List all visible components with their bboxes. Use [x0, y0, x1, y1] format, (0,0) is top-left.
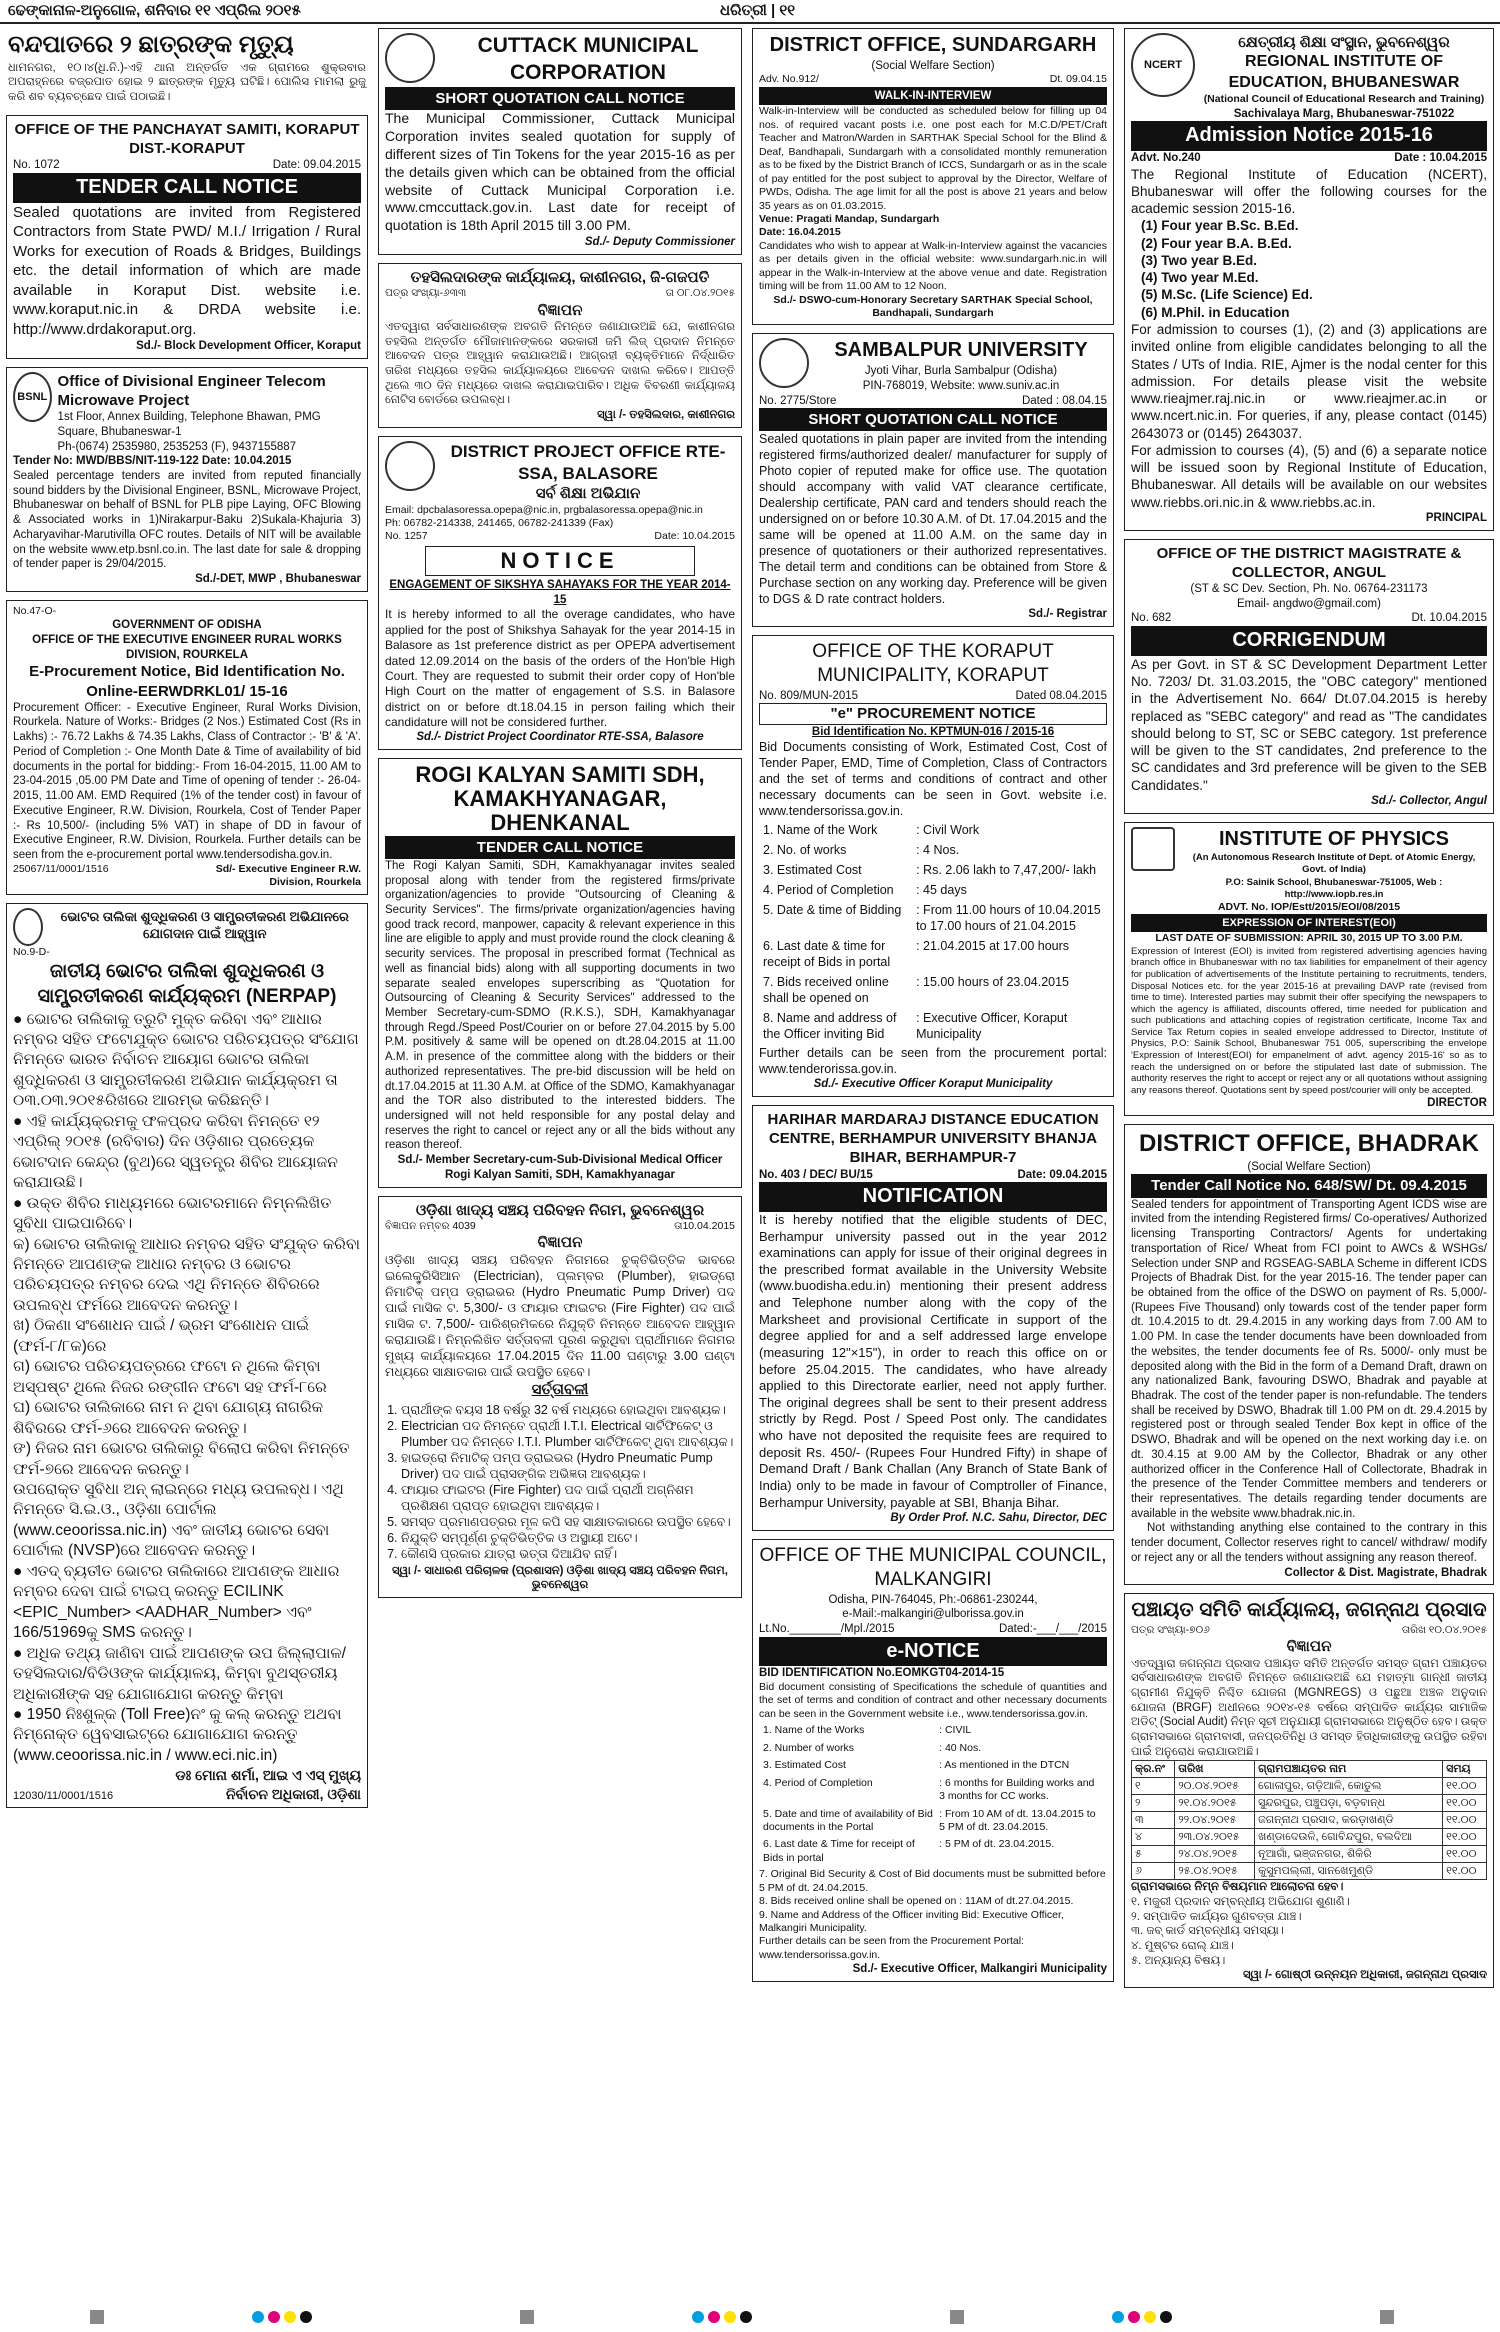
course-item: (2) Four year B.A. B.Ed. [1141, 235, 1292, 251]
ad-body: Sealed quotations in plain paper are invited from the intending registered firms/authorized dealer/ manufacturer for supply of Photo copier of reputed make for office use. The quotation should accompany with valid VAT clearance certificate, Dealership certificate, PAN card and tenders should reach the undersigned on or before 10.30 A.M. of Dt. 17.04.2015 and the same will be opened at 11.00 A.M. on the same day in presence of quotationers or their authorized representatives. The detail term and conditions can be obtained from Store & Purchase section on any working day. Preference will be given to DGS & D rate contract holders. [759, 432, 1107, 607]
column-1 [6, 28, 368, 1816]
ad-subtitle: (An Autonomous Research Institute of Dept. of Atomic Energy, Govt. of India) [1192, 852, 1476, 876]
ad-banner: SHORT QUOTATION CALL NOTICE [759, 408, 1107, 431]
ad-rie-bhubaneswar [1124, 28, 1494, 531]
ad-phone: Ph: 06782-214338, 241465, 06782-241339 (Fax) [385, 516, 614, 529]
ad-tahasil-kashinagar [378, 263, 742, 428]
table-row: 5. Date and time of availability of Bid documents in the Portal : From 10 AM of dt. 13.04.2015 to 5 PM of dt. 23.04.2015. [763, 1807, 1096, 1833]
ssa-logo-icon [385, 441, 435, 491]
print-registration-marks [0, 2302, 1500, 2332]
ad-banner: EXPRESSION OF INTEREST(EOI) [1131, 914, 1487, 932]
ad-interview-date: Date: 16.04.2015 [759, 226, 841, 239]
page-header-strip [0, 0, 1500, 24]
ad-banner: CORRIGENDUM [1131, 626, 1487, 656]
ad-body: ଏତଦ୍ୱାରା ସର୍ବସାଧାରଣଙ୍କ ଅବଗତି ନିମନ୍ତେ ଜଣାଯାଉଅଛି ଯେ, କାଶୀନଗର ତହସିଲ ଅନ୍ତର୍ଗତ ମୌଜାମାନଙ୍କରେ ସରକାରୀ ଜମି ଲିଜ୍ ପ୍ରଦାନ ନିମନ୍ତେ ଆବେଦନ ପତ୍ର ଆହ୍ୱାନ କରାଯାଉଅଛି। ଆଗ୍ରହୀ ବ୍ୟକ୍ତିମାନେ ନିର୍ଦ୍ଧାରିତ ତାରିଖ ମଧ୍ୟରେ ତହସିଲ କାର୍ଯ୍ୟାଳୟରେ ଆବେଦନ ଦାଖଲ କରିବେ। ଆପତ୍ତି ଥିଲେ ୩୦ ଦିନ ମଧ୍ୟରେ ଦାଖଲ କରାଯାଇପାରିବ। ଅଧିକ ବିବରଣୀ କାର୍ଯ୍ୟାଳୟ ନୋଟିସ ବୋର୍ଡରେ ଉପଲବ୍ଧ। [385, 320, 735, 407]
ad-cmc [378, 28, 742, 255]
ad-phone: Ph-(0674) 2535980, 2535253 (F), 9437155887 [57, 440, 297, 453]
news-body: ଧାମନଗର, ୧୦।୪(ଧି.ନି.)-ଏହି ଥାନା ଅନ୍ତର୍ଗତ ଏକ ଗ୍ରାମରେ ଶୁକ୍ରବାର ଅପରାହ୍ନରେ ବଜ୍ରପାତ ହୋଇ ୨ ଛାତ୍ରଙ୍କ ମୃତ୍ୟୁ ଘଟିଛି। ପୋଲିସ ମାମଲା ରୁଜୁ କରି ଶବ ବ୍ୟବଚ୍ଛେଦ ପାଇଁ ପଠାଇଛି। [8, 61, 366, 104]
ad-banner: ବିଜ୍ଞାପନ [1286, 1638, 1332, 1656]
ad-subtitle: (National Council of Educational Research and Training) [1203, 93, 1485, 106]
ad-banner: ବିଜ୍ଞାପନ [537, 1234, 583, 1252]
ad-gov: GOVERNMENT OF ODISHA [112, 619, 262, 632]
ad-signature: Sd./- Deputy Commissioner [584, 236, 735, 249]
ad-banner: SHORT QUOTATION CALL NOTICE [385, 87, 735, 110]
color-registration-dots-icon [250, 2310, 314, 2328]
ad-number: No. 1257 [385, 530, 428, 543]
course-list [1131, 217, 1487, 321]
ad-body: Procurement Officer: - Executive Engineer, Rural Works Division, Rourkela. Nature of Works:- Bridges (2 Nos.) Estimated Cost (Rs in Lakhs) :- 76.72 Lakhs & 74.35 Lakhs, Class of Contractor :- 'B' & 'A'. Period of Completion :- One Month Date & Time of availability of bid documents in the portal for bidding:- From 16-04-2015, 11.00 AM to 23-04-2015 ,05.00 PM Date and Time of opening of tender :- 26-04-2015, 11.00 AM. EMD Required (1% of the tender cost) in favour of Executive Engineer, R.W. Division, Rourkela, Cost of Tender Paper :- Rs 10,500/- (including 5% VAT) in shape of DD in favour of Executive Engineer, R.W. Division, Rourkela. Further details can be seen from the e-procurement portal www.tendersodisha.gov.in. [13, 701, 361, 861]
ad-address: Odisha, PIN-764045, Ph:-06861-230244, [828, 1593, 1038, 1606]
ad-body: Sealed quotations are invited from Registered Contractors from State PWD/ M.I./ Irrigation / Rural Works for execution of Roads & Bridges, Buildings etc. the detail information of which are made available in Koraput Dist. website i.e. www.koraput.nic.in & DRDA website i.e. http://www.drdakoraput.org. [13, 203, 361, 338]
color-registration-dots-icon [690, 2310, 754, 2328]
ad-number: Advt. No.240 [1131, 151, 1201, 164]
ad-body-3: For admission to courses (4), (5) and (6) a separate notice will be issued soon by Regional Institute of Education, Bhubaneswar. All details will be available on our websites www.riebbs.ori.nic.in & www.riebbs.ac.in. [1131, 442, 1487, 510]
ad-banner: NOTICE [425, 546, 695, 576]
ad-ref: 25067/11/0001/1516 [13, 862, 109, 875]
ad-banner: e-NOTICE [759, 1637, 1107, 1667]
table-row: 6. Last date & Time for receipt of Bids in portal : 5 PM of dt. 23.04.2015. [763, 1838, 1055, 1864]
table-row: 2. Number of works : 40 Nos. [763, 1741, 982, 1754]
ad-title: INSTITUTE OF PHYSICS [1218, 827, 1450, 850]
ad-body: Expression of Interest (EOI) is invited from registered advertising agencies having branch office in Bhubaneswar with no tax liabilities for empanelment of their agency for publication of advertisements of the Institute pertaining to recruitments, tenders, Disposal Notices etc. for the year 2015-16 at prevailing DAVP rate (revised from time to time). Interested parties may submit their offer specifying the newspapers to which the agency is affiliated, discounts offered, time needed for publication and such publications and attaching copies of registration certificate, Income Tax and Service Tax Return copies in sealed envelope addressed to Director, Institute of Physics, P.O: Sainik School, Bhubaneswar 751 005, superscribing the envelope 'Expression of Interest(EOI) for empanelment of advt. agency 2015-16' so as to reach the undersigned on or before the stipulated last date of submission. The authority reserves the right to accept or reject any or all quotations without assigning any reasons thereof. Quotations sent by speed post/courier will only be accepted. [1131, 945, 1487, 1096]
ad-conditions [401, 1402, 735, 1562]
ad-number: No. 403 / DEC/ BU/15 [759, 1168, 873, 1181]
ad-banner: Admission Notice 2015-16 [1131, 121, 1487, 151]
ad-number: No. 809/MUN-2015 [759, 689, 859, 702]
ad-date: Dated:-___/___/2015 [998, 1623, 1107, 1635]
ad-extra-line: 7. Original Bid Security & Cost of Bid documents must be submitted before 5 PM of dt. 24.04.2015. [759, 1868, 1106, 1894]
ad-footer: Further details can be seen from the Procurement Portal: www.tendersorissa.gov.in. [759, 1935, 1024, 1961]
ad-address: 1st Floor, Annex Building, Telephone Bhawan, PMG Square, Bhubaneswar-1 [57, 411, 321, 438]
condition-item: 4. ଫାୟାର ଫାଇଟର (Fire Fighter) ପଦ ପାଇଁ ପ୍ରାର୍ଥୀ ଅଗ୍ନିଶମ ପ୍ରଶିକ୍ଷଣ ପ୍ରାପ୍ତ ହୋଇଥିବା ଆବଶ୍ୟକ। [401, 1482, 735, 1514]
ncert-logo-icon: NCERT [1131, 33, 1195, 97]
nerpap-item: ● ଉକ୍ତ ଶିବିର ମାଧ୍ୟମରେ ଭୋଟରମାନେ ନିମ୍ନଲିଖିତ ସୁବିଧା ପାଇପାରିବେ। [13, 1194, 332, 1233]
ad-title: OFFICE OF THE MUNICIPAL COUNCIL, MALKANGIRI [759, 1544, 1107, 1591]
ad-address: Sachivalaya Marg, Bhubaneswar-751022 [1233, 107, 1455, 120]
table-row: 3. Estimated Cost : As mentioned in the DTCN [763, 1759, 1070, 1772]
ad-bhadrak [1124, 1124, 1494, 1585]
nerpap-item: କ) ଭୋଟର ତାଲିକାକୁ ଆଧାର ନମ୍ବର ସହିତ ସଂଯୁକ୍ତ କରିବା ନିମନ୍ତେ ଆପଣଙ୍କ ଆଧାର ନମ୍ବର ଓ ଭୋଟର ପରିଚୟପତ୍ର ନମ୍ବର ଦେଇ ଏଥି ନିମନ୍ତେ ଶିବିରରେ ଉପଲବ୍ଧ ଫର୍ମରେ ଆବେଦନ କରନ୍ତୁ। [13, 1235, 360, 1314]
registration-block-icon [90, 2310, 104, 2324]
ad-bid-id: BID IDENTIFICATION No.EOMKGT04-2014-15 [759, 1667, 1005, 1680]
condition-item: 1. ପ୍ରାର୍ଥୀଙ୍କ ବୟସ 18 ବର୍ଷରୁ 32 ବର୍ଷ ମଧ୍ୟରେ ହୋଇଥିବା ଆବଶ୍ୟକ। [401, 1402, 735, 1418]
ad-body: As per Govt. in ST & SC Development Department Letter No. 7203/ Dt. 31.03.2015, the "OBC category" mentioned in the Advertisement No. 664/ Dt.07.04.2015 is hereby replaced as "SEBC category" and read as "The candidates should belong to ST, SC or SEBC category. 1st preference will be given to the ST candidates, 2nd preference to the SC candidates and 3rd preference will be given to the SEB Candidates." [1131, 656, 1487, 793]
ad-signature: Sd./- DSWO-cum-Honorary Secretary SARTHAK Special School, Bandhapali, Sundargarh [773, 293, 1093, 320]
ad-address: Jyoti Vihar, Burla Sambalpur (Odisha) [864, 365, 1058, 378]
ad-signature: Sd./- Executive Officer Koraput Municipality [813, 1078, 1053, 1091]
ad-title: DISTRICT PROJECT OFFICE RTE-SSA, BALASORE [450, 441, 726, 483]
ad-signature: ସ୍ୱା /- ଗୋଷ୍ଠୀ ଉନ୍ନୟନ ଅଧିକାରୀ, ଜଗନ୍ନାଥ ପ୍ରସାଦ [1242, 1969, 1487, 1982]
ad-nerpap [6, 903, 368, 1809]
ad-signature: Sd./-DET, MWP , Bhubaneswar [195, 573, 361, 586]
ad-signature: Sd/- Executive Engineer R.W. Division, Rourkela [215, 862, 361, 889]
ad-banner: TENDER CALL NOTICE [13, 173, 361, 203]
table-row: ୫ ୨୪.୦୪.୨୦୧୫ ନୂଆଗାଁ, ଭଞ୍ଜନଗର, ଶିକିରି ୧୧.୦୦ [1132, 1845, 1487, 1862]
ad-rwd-rourkela [6, 600, 368, 895]
ad-email: Email- angdwo@gmail.com) [1237, 597, 1381, 610]
ad-signature: ଡଃ ମୋନା ଶର୍ମା, ଆଇ ଏ ଏସ୍ ମୁଖ୍ୟ ନିର୍ବାଚନ ଅଧିକାରୀ, ଓଡ଼ିଶା [175, 1767, 361, 1802]
ad-number: Lt.No.________/Mpl./2015 [759, 1623, 895, 1635]
ad-title: SAMBALPUR UNIVERSITY [834, 339, 1088, 362]
nerpap-item: ଗ) ଭୋଟର ପରିଚୟପତ୍ରରେ ଫଟୋ ନ ଥିଲେ କିମ୍ବା ଅସ୍ପଷ୍ଟ ଥିଲେ ନିଜର ରଙ୍ଗୀନ ଫଟୋ ସହ ଫର୍ମ-୮ରେ [13, 1358, 327, 1396]
ad-rks-kamakhyanagar [378, 758, 742, 1188]
color-registration-dots-icon [1110, 2310, 1174, 2328]
ad-number: No. 1072 [13, 159, 60, 172]
ad-number: ପତ୍ର ସଂଖ୍ୟା-୬୩୩ [385, 287, 467, 300]
column-4 [1124, 28, 1494, 1996]
table-row: 1. Name of the Work : Civil Work [763, 823, 980, 838]
condition-item: 6. ନିଯୁକ୍ତି ସମ୍ପୂର୍ଣ୍ଣ ଚୁକ୍ତିଭିତ୍ତିକ ଓ ଅସ୍ଥାୟୀ ଅଟେ। [401, 1530, 735, 1546]
table-row: 4. Period of Completion : 6 months for Building works and 3 months for CC works. [763, 1776, 1095, 1803]
ad-body-2: Not withstanding anything else contained to the contrary in this tender document, Collector reserves right to cancel/ withdraw/ modify or reject any or all the tenders without assigning any reason thereof. [1131, 1522, 1487, 1564]
ad-pin: PIN-768019, Website: www.suniv.ac.in [862, 379, 1060, 392]
ad-body: It is hereby notified that the eligible students of DEC, Berhampur university passed out in the year 2012 examinations can apply for issue of their original degrees in the prescribed format available in the University Website (www.buodisha.edu.in) mentioning their present address and Telephone number along with the copy of the Marksheet and provisional Certificate in support of the degree applied for and a self addressed large envelope (measuring 12"×15"), in order to reach this office on or before 25.04.2015. The candidates, who have already applied to this Directorate earlier, need not apply further. The original degrees shall be sent to their present address strictly by Regd. Post / Speed Post only. The candidates who have not deposited the requisite fees are required to deposit Rs. 450/- (Rupees Four Hundred Fifty) in shape of Demand Draft / Bank Challan (Any Branch of State Bank of India) only to be made in favour of Comptroller of Finance, Berhampur University, payable at SBI, Bhanja Bihar. [759, 1211, 1107, 1510]
ad-title: ପଞ୍ଚାୟତ ସମିତି କାର୍ଯ୍ୟାଳୟ, ଜଗନ୍ନାଥ ପ୍ରସାଦ [1131, 1599, 1487, 1622]
ad-date: ତାରିଖ ୧୦.୦୪.୨୦୧୫ [1401, 1623, 1487, 1636]
condition-item: 7. କୌଣସି ପ୍ରକାର ଯାତ୍ରା ଭତ୍ତା ଦିଆଯିବ ନାହିଁ। [401, 1546, 735, 1562]
registration-block-icon [1380, 2310, 1394, 2324]
course-item: (4) Two year M.Ed. [1141, 270, 1259, 286]
table-row: ୨ ୨୧.୦୪.୨୦୧୫ ସୁନ୍ଦରପୁର, ପଞ୍ଚୁପଡ଼ା, ବଡ଼ବାନ୍ଧ ୧୧.୦୦ [1132, 1794, 1487, 1811]
ad-signature: By Order Prof. N.C. Sahu, Director, DEC [890, 1512, 1107, 1525]
ad-ref: 12030/11/0001/1516 [13, 1789, 114, 1802]
ad-date: Dt. 09.04.15 [1049, 73, 1107, 86]
ad-body: The Regional Institute of Education (NCERT), Bhubaneswar will offer the following courses for the academic session 2015-16. [1131, 166, 1487, 217]
ad-banner: ବିଜ୍ଞାପନ [537, 301, 583, 319]
course-item: (6) M.Phil. in Education [1141, 304, 1290, 320]
ad-footer: ଗ୍ରାମସଭାରେ ନିମ୍ନ ବିଷୟମାନ ଆଲୋଚନା ହେବ। [1131, 1881, 1344, 1894]
nerpap-item: ଙ) ନିଜର ନାମ ଭୋଟର ତାଲିକାରୁ ବିଲୋପ କରିବା ନିମନ୍ତେ ଫର୍ମ-୭ରେ ଆବେଦନ କରନ୍ତୁ। [13, 1440, 350, 1478]
ad-number: ପତ୍ର ସଂଖ୍ୟା-୭୦୬ [1131, 1623, 1210, 1636]
nerpap-item: ● ଏତଦ୍ ବ୍ୟତୀତ ଭୋଟର ତାଲିକାରେ ଆପଣଙ୍କ ଆଧାର ନମ୍ବର ଦେବା ପାଇଁ ଟାଇପ୍ କରନ୍ତୁ ECILINK <EPIC_Number> <AADHAR_Number> ଏବଂ 166/51969କୁ SMS କରନ୍ତୁ। [13, 1562, 340, 1642]
bsnl-logo-icon: BSNL [13, 372, 52, 422]
ad-title: ତହସିଲଦାରଙ୍କ କାର୍ଯ୍ୟାଳୟ, କାଶୀନଗର, ଜି-ଗଜପତି [410, 269, 710, 286]
ad-koraput-municipality [752, 635, 1114, 1097]
ad-date: Dated 08.04.2015 [1015, 689, 1107, 702]
ad-signature: Sd./- Member Secretary-cum-Sub-Divisional Medical Officer Rogi Kalyan Samiti, SDH, Kamakhyanagar [397, 1154, 723, 1181]
table-row: 5. Date & time of Bidding : From 11.00 hours of 10.04.2015 to 17.00 hours of 21.04.2015 [763, 903, 1101, 934]
table-row: 2. No. of works : 4 Nos. [763, 843, 960, 858]
table-row: ୬ ୨୫.୦୪.୨୦୧୫ କୁସୁମପଲ୍ଲୀ, ସାନଖେମୁଣ୍ଡି ୧୧.୦୦ [1132, 1863, 1487, 1880]
ad-details-table [759, 819, 1107, 1045]
table-row: 8. Name and address of the Officer inviting Bid : Executive Officer, Koraput Municipality [763, 1011, 1068, 1042]
ad-address: P.O: Sainik School, Bhubaneswar-751005, Web : http://www.iopb.res.in [1225, 876, 1443, 900]
ad-title: REGIONAL INSTITUTE OF EDUCATION, BHUBANESWAR [1228, 53, 1460, 91]
ad-bsnl [6, 367, 368, 592]
ad-body: ଓଡ଼ିଶା ଖାଦ୍ୟ ସଞ୍ଚୟ ପରିବହନ ନିଗମରେ ଚୁକ୍ତିଭିତ୍ତିକ ଭାବରେ ଇଲେକ୍ଟ୍ରିସିଆନ (Electrician), ପ୍ଲମ୍ବର (Plumber), ହାଇଡ୍ରୋ ନିମାଟିକ୍ ପମ୍ପ ଡ୍ରାଇଭର (Hydro Pneumatic Pump Driver) ପଦ ପାଇଁ ମାସିକ ଟ. 5,300/- ଓ ଫାୟାର ଫାଇଟର (Fire Fighter) ପଦ ପାଇଁ ମାସିକ ଟ. 7,500/- ପାରିଶ୍ରମିକରେ ନିଯୁକ୍ତି ନିମନ୍ତେ ଆବେଦନ ଆହ୍ୱାନ କରାଯାଉଛି। ନିମ୍ନଲିଖିତ ସର୍ତ୍ତାବଳୀ ପୂରଣ କରୁଥିବା ପ୍ରାର୍ଥୀମାନେ ନିଗମର ମୁଖ୍ୟ କାର୍ଯ୍ୟାଳୟରେ 17.04.2015 ଦିନ 11.00 ଘଣ୍ଟାରୁ 3.00 ଘଣ୍ଟା ମଧ୍ୟରେ ସାକ୍ଷାତକାର ପାଇଁ ଉପସ୍ଥିତ ହେବେ। [385, 1253, 735, 1380]
nerpap-item: ଘ) ଭୋଟର ତାଲିକାରେ ନାମ ନ ଥିବା ଯୋଗ୍ୟ ନାଗରିକ ଶିବିରରେ ଫର୍ମ-୬ରେ ଆବେଦନ କରନ୍ତୁ। [13, 1399, 324, 1437]
ad-number: No. 2775/Store [759, 394, 837, 407]
ad-subtitle: (ST & SC Dev. Section, Ph. No. 06764-231173 [1190, 583, 1428, 595]
nerpap-item: ଖ) ଠିକଣା ସଂଶୋଧନ ପାଇଁ / ଭ୍ରମ ସଂଶୋଧନ ପାଇଁ (ଫର୍ମ-୮/୮କ)ରେ [13, 1317, 310, 1355]
ad-subhead: ENGAGEMENT OF SIKSHYA SAHAYAKS FOR THE YEAR 2014-15 [389, 579, 731, 606]
nerpap-item: ● ଏହି କାର୍ଯ୍ୟକ୍ରମକୁ ଫଳପ୍ରଦ କରିବା ନିମନ୍ତେ ୧୨ ଏପ୍ରିଲ୍ ୨୦୧୫ (ରବିବାର) ଦିନ ଓଡ଼ିଶାର ପ୍ରତ୍ୟେକ ଭୋଟଦାନ କେନ୍ଦ୍ର (ବୁଥ)ରେ ସ୍ୱତନ୍ତ୍ର ଶିବିର ଆୟୋଜନ କରାଯାଉଛି। [13, 1112, 338, 1192]
ad-signature: Sd./- Block Development Officer, Koraput [136, 340, 361, 353]
ad-title: ଓଡ଼ିଶା ଖାଦ୍ୟ ସଞ୍ଚୟ ପରିବହନ ନିଗମ, ଭୁବନେଶ୍ୱର [415, 1201, 705, 1219]
ad-institute-of-physics [1124, 822, 1494, 1116]
ad-body: It is hereby informed to all the overage candidates, who have applied for the post of Shikshya Sahayak for the year 2014-15 in Balasore as 1st preference district as per OPEPA advertisement dated 12.09.2014 on the basis of the orders of the Hon'ble High Court. They are requested to submit their order copy of Hon'ble High Court on the matter of engagement of S.S. in Balasore district on or before dt.18.04.15 in person failing which their candidature will not be considered further. [385, 607, 735, 729]
ad-title: OFFICE OF THE PANCHAYAT SAMITI, KORAPUT DIST.-KORAPUT [14, 120, 360, 158]
table-row: 1. Name of the Works : CIVIL [763, 1724, 972, 1737]
ad-number: No.9-D- [13, 945, 50, 958]
ad-email: e-Mail:-malkangiri@ulborissa.gov.in [842, 1608, 1024, 1621]
agenda-item: ୩. ଜବ୍ କାର୍ଡ ସମ୍ବନ୍ଧୀୟ ସମସ୍ୟା। [1131, 1925, 1284, 1938]
agenda-item: ୫. ଅନ୍ୟାନ୍ୟ ବିଷୟ। [1131, 1954, 1226, 1967]
ad-banner: WALK-IN-INTERVIEW [759, 87, 1107, 106]
ad-title: HARIHAR MARDARAJ DISTANCE EDUCATION CENTRE, BERHAMPUR UNIVERSITY BHANJA BIHAR, BERHAMPUR-7 [767, 1111, 1099, 1167]
ad-title: OFFICE OF THE KORAPUT MUNICIPALITY, KORAPUT [812, 641, 1054, 687]
ad-title: OFFICE OF THE DISTRICT MAGISTRATE & COLLECTOR, ANGUL [1156, 544, 1462, 581]
ad-body: The Municipal Commissioner, Cuttack Municipal Corporation invites sealed quotation for supply of different sizes of Tin Tokens for the year 2015-16 as per the details given which can be obtained from the official website of Cuttack Municipal Corporation i.e. www.cmccuttack.gov.in. Last date for receipt of quotation is 18th April 2015 till 3.00 PM. [385, 109, 735, 234]
ad-sundargarh [752, 28, 1114, 325]
ad-signature: Sd./- Collector, Angul [1371, 794, 1487, 807]
ad-extra-line: 9. Name and Address of the Officer inviting Bid: Executive Officer, Malkangiri Municipality. [759, 1908, 1064, 1935]
ad-tender-number: Tender No: MWD/BBS/NIT-119-122 Date: 10.04.2015 [13, 455, 292, 468]
ad-date: Date: 09.04.2015 [272, 159, 361, 172]
header-masthead: ଧରିତ୍ରୀ | ୧୧ [720, 2, 796, 19]
ad-body: Sealed percentage tenders are invited from reputed financially sound bidders by the Divisional Engineer, BSNL, Microwave Project, Bhubaneswar on behalf of BSNL for PLB pipe Laying, OFC Blowing & Associated works in 1)Nirakarpur-Baku 2)Sukala-Khajuria 3) Acharyavihar-Marutivilla OFC routes. Details of NIT will be available on the website www.etp.bsnl.co.in. The last date for sale & dropping of tender paper is 29/04/2015. [13, 470, 361, 571]
ad-body: ଏତଦ୍ୱାରା ଜଗନ୍ନାଥ ପ୍ରସାଦ ପଞ୍ଚାୟତ ସମିତି ଅନ୍ତର୍ଗତ ସମସ୍ତ ଗ୍ରାମ ପଞ୍ଚାୟତର ସର୍ବସାଧାରଣଙ୍କ ଅବଗତି ନିମନ୍ତେ ଜଣାଯାଉଅଛି ଯେ ମହାତ୍ମା ଗାନ୍ଧୀ ଜାତୀୟ ଗ୍ରାମୀଣ ନିଯୁକ୍ତି ନିଶ୍ଚିତ ଯୋଜନା (MGNREGS) ଓ ପଛୁଆ ଅଞ୍ଚଳ ଅନୁଦାନ ଯୋଜନା (BRGF) ଅଧୀନରେ ୨୦୧୪-୧୫ ବର୍ଷରେ ସମ୍ପାଦିତ କାର୍ଯ୍ୟର ସାମାଜିକ ଅଡିଟ୍ (Social Audit) ନିମ୍ନ ସୂଚୀ ଅନୁଯାୟୀ ଗ୍ରାମସଭାରେ ଅନୁଷ୍ଠିତ ହେବ। ଉକ୍ତ ଗ୍ରାମସଭାରେ ଗ୍ରାମବାସୀ, ଜନପ୍ରତିନିଧି ଓ ସମସ୍ତ ହିତାଧିକାରୀଙ୍କୁ ଉପସ୍ଥିତ ରହିବା ପାଇଁ ଅନୁରୋଧ କରାଯାଉଅଛି। [1131, 1657, 1487, 1758]
ad-title: Office of Divisional Engineer Telecom Microwave Project [57, 372, 326, 409]
ad-date: Date: 09.04.2015 [1017, 1168, 1107, 1181]
ad-date: Dated : 08.04.15 [1021, 394, 1107, 407]
nerpap-item: ● ଅଧିକ ତଥ୍ୟ ଜାଣିବା ପାଇଁ ଆପଣଙ୍କ ଉପ ଜିଲ୍ଲାପାଳ/ତହସିଲଦାର/ବିଡିଓଙ୍କ କାର୍ଯ୍ୟାଳୟ, କିମ୍ବା ବୁଥସ୍ତରୀୟ ଅଧିକାରୀଙ୍କ ସହ ଯୋଗାଯୋଗ କରନ୍ତୁ କିମ୍ବା [13, 1644, 346, 1703]
condition-item: 2. Electrician ପଦ ନିମନ୍ତେ ପ୍ରାର୍ଥୀ I.T.I. Electrical ସାର୍ଟିଫିକେଟ୍ ଓ Plumber ପଦ ନିମନ୍ତେ I.T.I. Plumber ସାର୍ଟିଫିକେଟ୍ ଥିବା ଆବଶ୍ୟକ। [401, 1418, 735, 1450]
news-item-lightning [6, 28, 368, 107]
table-row: ୩ ୨୨.୦୪.୨୦୧୫ ଜଗନ୍ନାଥ ପ୍ରସାଦ, କରଡ଼ାଖଣ୍ଡି ୧୧.୦୦ [1132, 1811, 1487, 1828]
ad-title: ROGI KALYAN SAMITI SDH, KAMAKHYANAGAR, DHENKANAL [415, 762, 705, 836]
ad-panchayat-koraput [6, 115, 368, 359]
registration-block-icon [950, 2310, 964, 2324]
ad-footer: Further details can be seen from the procurement portal: www.tenderorissa.gov.in. [759, 1046, 1107, 1077]
ad-date: ତା10.04.2015 [674, 1219, 735, 1232]
schedule-table [1131, 1760, 1487, 1881]
ad-date: Date : 10.04.2015 [1394, 151, 1487, 164]
ad-banner: TENDER CALL NOTICE [385, 836, 735, 859]
header-dateline: ଢେଙ୍କାନାଳ-ଅନୁଗୋଳ, ଶନିବାର ୧୧ ଏପ୍ରିଲ ୨୦୧୫ [8, 2, 301, 19]
agenda-item: ୨. ସମ୍ପାଦିତ କାର୍ଯ୍ୟର ଗୁଣବତ୍ତା ଯାଞ୍ଚ। [1131, 1910, 1302, 1923]
ad-number: Adv. No.912/ [759, 73, 819, 86]
registration-block-icon [520, 2310, 534, 2324]
course-item: (1) Four year B.Sc. B.Ed. [1141, 218, 1299, 234]
ad-title: CUTTACK MUNICIPAL CORPORATION [477, 34, 699, 84]
ad-title: E-Procurement Notice, Bid Identification No. Online-EERWDRKL01/ 15-16 [29, 663, 345, 700]
agenda-item: ୧. ମଜୁରୀ ପ୍ରଦାନ ସମ୍ବନ୍ଧୀୟ ଅଭିଯୋଗ ଶୁଣାଣି। [1131, 1895, 1350, 1908]
ad-details-table [759, 1721, 1107, 1868]
ad-extra-line: 8. Bids received online shall be opened on : 11AM of dt.27.04.2015. [759, 1895, 1074, 1908]
ad-rte-balasore [378, 436, 742, 750]
ad-advt-number: ADVT. No. IOP/Estt/2015/EOI/08/2015 [1217, 900, 1401, 913]
ad-email: Email: dpcbalasoressa.opepa@nic.in, prgbalasoressa.opepa@nic.in [385, 503, 703, 516]
table-row: ୧ ୨୦.୦୪.୨୦୧୫ ଗୋଳାପୁର, ଗଡ଼ିଆଳି, କୋତୁଲ ୧୧.୦୦ [1132, 1777, 1487, 1794]
ad-body: Bid document consisting of Specifications the schedule of quantities and the set of terms and condition of contract and other necessary documents can be seen in the Government website i.e., www.tendersorissa.gov.in. [759, 1681, 1107, 1720]
table-row: 6. Last date & time for receipt of Bids in portal : 21.04.2015 at 17.00 hours [763, 939, 1070, 970]
ad-body: Bid Documents consisting of Work, Estimated Cost, Cost of Tender Paper, EMD, Time of Completion, Class of Contractors and the set of terms and conditions of contract and other necessary documents can be seen in Govt. website i.e. www.tendersorissa.gov.in. [759, 740, 1107, 819]
ad-osfdc [378, 1196, 742, 1598]
table-row: 7. Bids received online shall be opened on : 15.00 hours of 23.04.2015 [763, 975, 1070, 1006]
nerpap-item: ● 1950 ନିଃଶୁଳ୍କ (Toll Free)ନଂ କୁ କଲ୍ କରନ୍ତୁ ଅଥବା ନିମ୍ନୋକ୍ତ ୱେବସାଇଟ୍‌ରେ ଯୋଗାଯୋଗ କରନ୍ତୁ (www.ceoorissa.nic.in / www.eci.nic.in) [13, 1705, 342, 1764]
ad-malkangiri [752, 1539, 1114, 1982]
ad-subtitle: (Social Welfare Section) [1247, 1160, 1371, 1173]
ad-sambalpur-university [752, 333, 1114, 627]
agenda-list [1131, 1895, 1487, 1969]
ad-conditions-title: ସର୍ତ୍ତାବଳୀ [531, 1381, 589, 1399]
ad-banner: NOTIFICATION [759, 1182, 1107, 1212]
ad-signature: PRINCIPAL [1425, 511, 1487, 524]
ad-number: No.47-O- [13, 604, 57, 617]
ad-date: Date: 10.04.2015 [654, 530, 735, 543]
ad-signature: Sd./- Registrar [1028, 608, 1107, 621]
condition-item: 5. ସମସ୍ତ ପ୍ରମାଣପତ୍ରର ମୂଳ କପି ସହ ସାକ୍ଷାତକାରରେ ଉପସ୍ଥିତ ହେବେ। [401, 1514, 735, 1530]
ad-body-2: For admission to courses (1), (2) and (3) applications are invited online from eligible candidates belonging to all the States / UTs of India. RIE, Ajmer is the nodal center for this admission. For details please visit the website www.rieajmer.raj.nic.in or www.rieajmer.ac.in or www.ncert.nic.in. For queries, if any, please contact (0145) 2643073 or (0145) 2643037. [1131, 321, 1487, 441]
nerpap-item: ଉପରୋକ୍ତ ସୁବିଧା ଅନ୍ ଲାଇନ୍‌ରେ ମଧ୍ୟ ଉପଲବ୍ଧ। ଏଥି ନିମନ୍ତେ ସି.ଇ.ଓ., ଓଡ଼ିଶା ପୋର୍ଟାଲ (www.ceoorissa.nic.in) ଏବଂ ଜାତୀୟ ଭୋଟର ସେବା ପୋର୍ଟାଲ (NVSP)ରେ ଆବେଦନ କରନ୍ତୁ। [13, 1480, 344, 1560]
agenda-item: ୪. ମୁଷ୍ଟର ରୋଲ୍ ଯାଞ୍ଚ। [1131, 1939, 1234, 1952]
table-row: 3. Estimated Cost : Rs. 2.06 lakh to 7,47,200/- lakh [763, 863, 1097, 878]
nerpap-item: ● ଭୋଟର ତାଲିକାକୁ ତ୍ରୁଟି ମୁକ୍ତ କରିବା ଏବଂ ଆଧାର ନମ୍ବର ସହିତ ଫଟୋଯୁକ୍ତ ଭୋଟର ପରିଚୟପତ୍ର ସଂଯୋଗ ନିମନ୍ତେ ଭାରତ ନିର୍ବାଚନ ଆୟୋଗ ଭୋଟର ତାଲିକା ଶୁଦ୍ଧିକରଣ ଓ ସାମ୍ପ୍ରତୀକରଣ ଅଭିଯାନ କାର୍ଯ୍ୟକ୍ରମ ତା ୦୩.୦୩.୨୦୧୫ରିଖରେ ଆରମ୍ଭ କରିଛନ୍ତି। [13, 1010, 359, 1110]
ad-odia-title: କ୍ଷେତ୍ରୀୟ ଶିକ୍ଷା ସଂସ୍ଥାନ, ଭୁବନେଶ୍ୱର [1238, 34, 1450, 51]
table-row: ୪ ୨୩.୦୪.୨୦୧୫ ଖଣ୍ଡାଦେଉଳି, ଗୋବିନ୍ଦପୁର, ବଲଦିଆ ୧୧.୦୦ [1132, 1828, 1487, 1845]
column-2 [378, 28, 742, 1606]
news-headline: ବନ୍ଦପାତରେ ୨ ଛାତ୍ରଙ୍କ ମୃତ୍ୟୁ [8, 31, 294, 58]
table-row: 4. Period of Completion : 45 days [763, 883, 967, 898]
ad-title: DISTRICT OFFICE, BHADRAK [1139, 1130, 1479, 1157]
ad-banner: "e" PROCUREMENT NOTICE [759, 703, 1107, 724]
ad-hmdde-berhampur [752, 1105, 1114, 1531]
ad-signature: ସ୍ୱା /- ସାଧାରଣ ପରିଚାଳକ (ପ୍ରଶାସନ) ଓଡ଼ିଶା ଖାଦ୍ୟ ସଞ୍ଚୟ ପରିବହନ ନିଗମ, ଭୁବନେଶ୍ୱର [392, 1564, 728, 1592]
ad-signature: Collector & Dist. Magistrate, Bhadrak [1284, 1566, 1487, 1579]
ad-banner: Tender Call Notice No. 648/SW/ Dt. 09.4.2015 [1131, 1174, 1487, 1197]
course-item: (5) M.Sc. (Life Science) Ed. [1141, 287, 1313, 303]
ad-title: ଜାତୀୟ ଭୋଟର ତାଲିକା ଶୁଦ୍ଧିକରଣ ଓ ସାମ୍ପ୍ରତୀକରଣ କାର୍ଯ୍ୟକ୍ରମ (NERPAP) [37, 961, 337, 1008]
ad-last-date: LAST DATE OF SUBMISSION: APRIL 30, 2015 UP TO 3.00 P.M. [1155, 932, 1463, 945]
ad-top: ଭୋଟର ତାଲିକା ଶୁଦ୍ଧିକରଣ ଓ ସାମ୍ପ୍ରତୀକରଣ ଅଭିଯାନରେ ଯୋଗଦାନ ପାଇଁ ଆହ୍ୱାନ [60, 908, 349, 941]
course-item: (3) Two year B.Ed. [1141, 252, 1258, 268]
ad-signature: DIRECTOR [1427, 1097, 1487, 1110]
ad-jagannath-prasad [1124, 1593, 1494, 1988]
ad-subtitle: ସର୍ବ ଶିକ୍ଷା ଅଭିଯାନ [535, 485, 641, 503]
table-header-row: କ୍ର.ନଂ ତାରିଖ ଗ୍ରାମପଞ୍ଚାୟତର ନାମ ସମୟ [1132, 1760, 1487, 1777]
eci-emblem-icon [13, 908, 43, 946]
condition-item: 3. ହାଇଡ୍ରୋ ନିମାଟିକ୍ ପମ୍ପ ଡ୍ରାଇଭର (Hydro Pneumatic Pump Driver) ପଦ ପାଇଁ ପ୍ରାସଙ୍ଗିକ ଅଭିଜ୍ଞତା ଆବଶ୍ୟକ। [401, 1450, 735, 1482]
column-3 [752, 28, 1114, 1990]
ad-body: Walk-in-Interview will be conducted as scheduled below for filling up 04 nos. of required vacant posts i.e. one post each for M.C.D/PET/Craft Teacher and Matron/Warden in SARTHAK Special School for the Blind & Deaf, Bandhapali, Sundargarh with a consolidated monthly remuneration as to be fixed by the District Branch of ICCS, Sundargarh or as in the scale of pay entitled for the post subject to approval by the Director, Welfare of PWDs, Odisha. The age limit for all the post is above 21 years and below 35 years as on 01.03.2015. [759, 105, 1107, 212]
iop-logo-icon [1131, 827, 1175, 871]
ad-body: The Rogi Kalyan Samiti, SDH, Kamakhyanagar invites sealed proposal along with tender from the registered firms/private organization/agencies to provide "Outsourcing of Cleaning & Security Services". The firms/private organization/agencies having good track record, manpower, capacity & relevant experience in this line are eligible to apply and must provide round the clock cleaning & security services. The proposal in prescribed format (Technical as well as financial bids) along with all supporting documents in two separate sealed envelopes superscribing as "Quotation for Outsourcing of Cleaning & Security Services" addressed to the Member Secretary-cum-SDMO (R.K.S.), SDH, Kamakhyanagar through Regd./Speed Post/Courier on or before 27.04.2015 by 5.00 P.M. positively & same will be opened on dt.28.04.2015 at 11.00 A.M. in presence of the committee along with the bidders or their authorized representatives. The pre-bid discussion will be held on dt.17.04.2015 at 11.30 A.M. at Office of the SDMO, Kamakhyanagar and the TOR also distributed to the interested bidders. The undersigned will not held responsible for any postal delay and reserves the right to cancel or reject any or all the bids without any reason thereof. [385, 859, 735, 1152]
ad-date: ତା ୦୮.୦୪.୨୦୧୫ [665, 287, 735, 300]
ad-number: ବିଜ୍ଞାପନ ନମ୍ବର 4039 [385, 1219, 476, 1232]
ad-venue: Venue: Pragati Mandap, Sundargarh [759, 212, 940, 225]
ad-angul-collector [1124, 539, 1494, 814]
ad-date: Dt. 10.04.2015 [1411, 612, 1487, 625]
ad-office: OFFICE OF THE EXECUTIVE ENGINEER RURAL WORKS DIVISION, ROURKELA [32, 633, 342, 661]
cmc-emblem-icon [385, 33, 435, 83]
ad-signature: Sd./- District Project Coordinator RTE-SSA, Balasore [416, 731, 704, 744]
ad-body: Sealed tenders for appointment of Transporting Agent ICDS wise are invited from the intending Registered firms/ Co-operatives/ Authorized licensing Transporting Contractors/ Agents for undertaking transportation of Rice/ Wheat from FCI point to AWCs & WSHGs/ Selection under SNP and RGSEAG-SABLA Scheme in different ICDS Projects of Bhadrak Dist. for the year 2015-16. The tender paper can be obtained from the office of the DSWO on payment of Rs. 5,000/- (Rupees Five Thousand) only towards cost of the tender paper form dt. 10.4.2015 to dt. 29.4.2015 in any working days from 7.00 AM to 1.00 PM. In case the tender documents have been downloaded from the websites, the tender documents fee of Rs. 5000/- only must be deposited along with the Bid in the form of a Demand Draft, drawn on any nationalized Bank, favouring DSWO, Bhadrak and payable at Bhadrak. The cost of the tender paper is non-refundable. The tenders shall be received by DSWO, Bhadrak till 1.00 PM on dt. 29.4.2015 by registered post or through sealed Tender Box kept in office of the DSWO, Bhadrak and will be opened on the next working day i.e. on dt. 30.4.15 at 9.00 AM by the Collector, Bhadrak or any other authorized officer in the Conference Hall of Collectorate, Bhadrak in the presence of the Tender Committee members and tenderers or their representatives. The details regarding tender documents are available in the website www.bhadrak.nic.in. [1131, 1198, 1487, 1520]
ad-signature: ସ୍ୱା /- ତହସିଲଦାର, କାଶୀନଗର [597, 409, 735, 422]
ad-number: No. 682 [1131, 612, 1172, 625]
ad-title: DISTRICT OFFICE, SUNDARGARH [769, 34, 1097, 56]
ad-body-2: Candidates who wish to appear at Walk-in-Interview against the vacancies as per details given in the official website: www.sundargarh.nic.in will appear in the Walk-in-Interview at the above venue and date. Registration timing will be from 11.00 AM to 12 Noon. [759, 239, 1107, 293]
ad-signature: Sd./- Executive Officer, Malkangiri Municipality [852, 1963, 1107, 1976]
sambalpur-university-emblem-icon [759, 338, 809, 388]
ad-subtitle: (Social Welfare Section) [871, 59, 995, 72]
ad-bid-id: Bid Identification No. KPTMUN-016 / 2015-16 [811, 725, 1055, 738]
